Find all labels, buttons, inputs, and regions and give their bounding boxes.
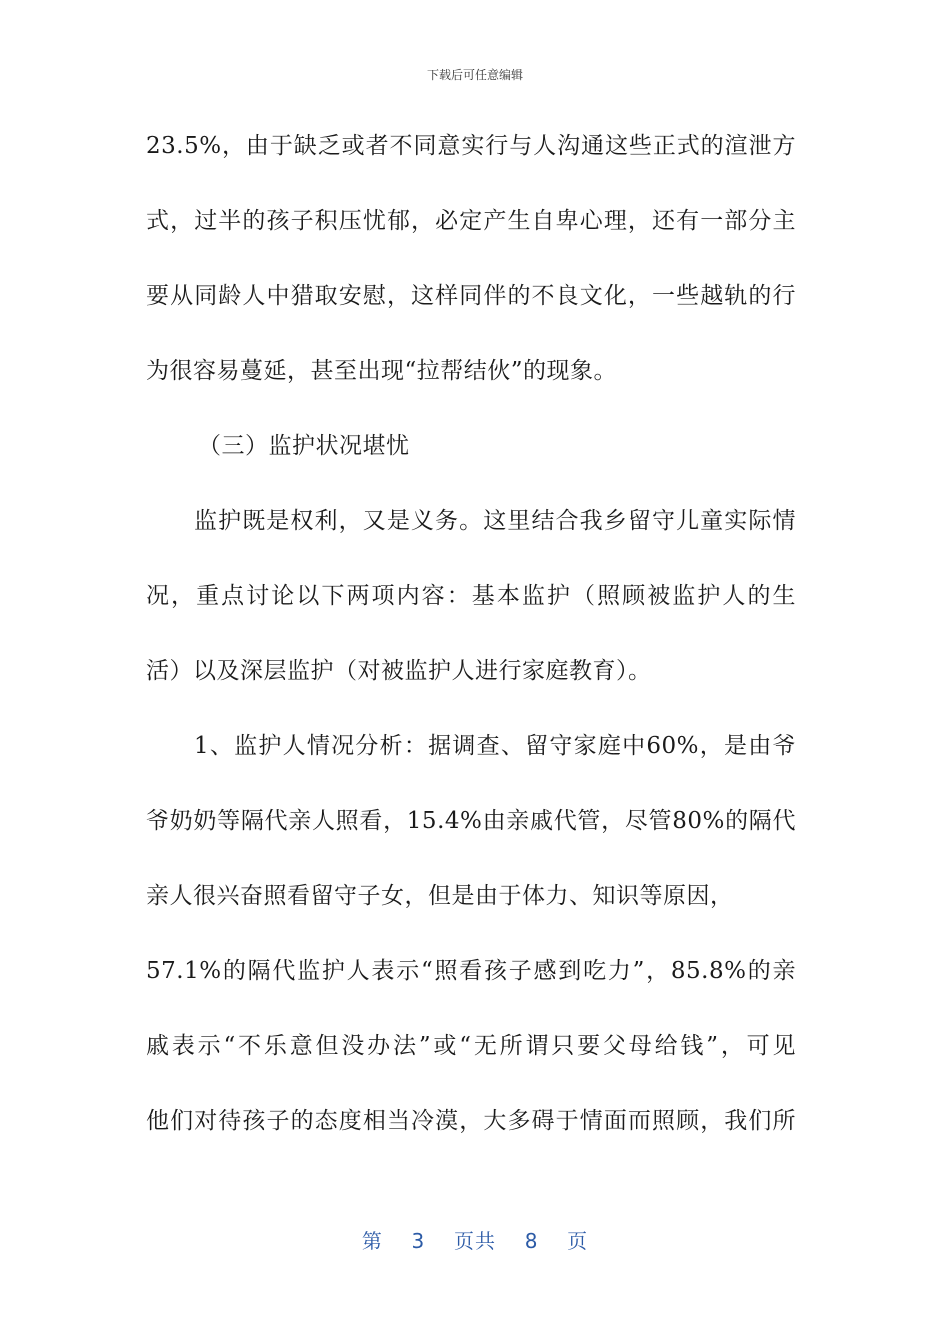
header-note: 下载后可任意编辑 [426, 68, 523, 82]
paragraph-line: 23.5%，由于缺乏或者不同意实行与人沟通这些正式的渲泄方 [146, 133, 796, 159]
paragraph-line: 为很容易蔓延，甚至出现“拉帮结伙”的现象。 [146, 358, 618, 384]
footer-middle: 页共 [454, 1229, 496, 1253]
paragraph-line: 要从同龄人中猎取安慰，这样同伴的不良文化，一些越轨的行 [146, 283, 796, 309]
paragraph-line: 式，过半的孩子积压忧郁，必定产生自卑心理，还有一部分主 [146, 208, 796, 234]
footer-prefix: 第 [361, 1229, 383, 1253]
paragraph-line: 1、监护人情况分析：据调查、留守家庭中60%，是由爷 [194, 733, 796, 759]
paragraph-line: 况，重点讨论以下两项内容：基本监护（照顾被监护人的生 [146, 583, 796, 609]
paragraph-line: 他们对待孩子的态度相当冷漠，大多碍于情面而照顾，我们所 [146, 1108, 796, 1134]
document-body [146, 124, 796, 1174]
paragraph-line: 戚表示“不乐意但没办法”或“无所谓只要父母给钱”，可见 [146, 1033, 796, 1059]
footer-suffix: 页 [567, 1229, 589, 1253]
paragraph-line: 活）以及深层监护（对被监护人进行家庭教育）。 [146, 658, 652, 684]
footer-total-pages: 8 [524, 1229, 539, 1253]
paragraph-line: 爷奶奶等隔代亲人照看，15.4%由亲戚代管，尽管80%的隔代 [146, 808, 796, 834]
section-heading: （三）监护状况堪忧 [198, 433, 410, 459]
paragraph-line: 亲人很兴奋照看留守子女，但是由于体力、知识等原因， [146, 883, 734, 909]
paragraph-line: 监护既是权利，又是义务。这里结合我乡留守儿童实际情 [194, 508, 796, 534]
page-footer [0, 1225, 950, 1254]
footer-page-number: 3 [411, 1229, 426, 1253]
paragraph-line: 57.1%的隔代监护人表示“照看孩子感到吃力”，85.8%的亲 [146, 958, 796, 984]
